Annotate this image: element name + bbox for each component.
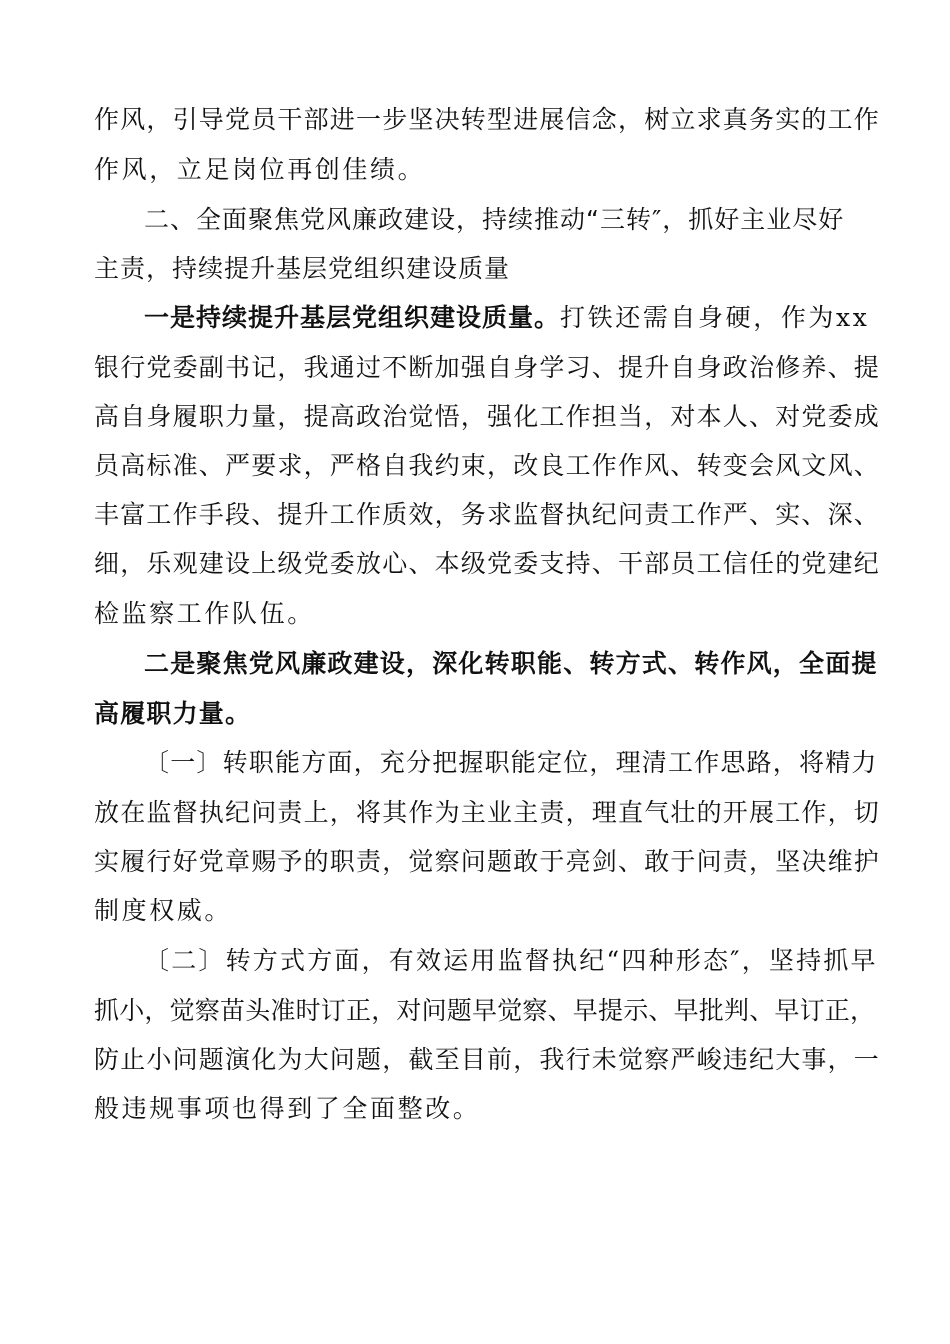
bold-paragraph-line: 二是聚焦党风廉政建设，深化转职能、转方式、转作风，全面提 [144, 649, 878, 678]
paragraph-line: 制度权威。 [94, 896, 233, 925]
paragraph-line: 抓小，觉察苗头准时订正，对问题早觉察、早提示、早批判、早订正， [94, 996, 876, 1025]
paragraph-line: 〔二〕转方式方面，有效运用监督执纪“四种形态″，坚持抓早 [144, 946, 878, 975]
bold-lead-in: 一是持续提升基层党组织建设质量。 [144, 303, 561, 332]
paragraph-line: 银行党委副书记，我通过不断加强自身学习、提升自身政治修养、提 [94, 353, 881, 382]
paragraph-line: 细，乐观建设上级党委放心、本级党委支持、干部员工信任的党建纪 [94, 549, 881, 578]
paragraph-line [144, 300, 869, 336]
section-heading: 主责，持续提升基层党组织建设质量 [94, 254, 511, 283]
paragraph-line: 作风，引导党员干部进一步坚决转型进展信念，树立求真务实的工作 [94, 105, 881, 134]
section-heading: 二、全面聚焦党风廉政建设，持续推动“三转″，抓好主业尽好 [144, 205, 845, 234]
paragraph-line: 防止小问题演化为大问题，截至目前，我行未觉察严峻违纪大事，一 [94, 1045, 881, 1074]
bold-paragraph-line: 高履职力量。 [94, 699, 252, 728]
paragraph-line: 〔一〕转职能方面，充分把握职能定位，理清工作思路，将精力 [144, 748, 878, 777]
paragraph-text: 打铁还需自身硬，作为xx [560, 303, 870, 332]
paragraph-line: 丰富工作手段、提升工作质效，务求监督执纪问责工作严、实、深、 [94, 500, 881, 529]
paragraph-line: 高自身履职力量，提高政治觉悟，强化工作担当，对本人、对党委成 [94, 402, 881, 431]
paragraph-line: 检监察工作队伍。 [94, 599, 315, 628]
paragraph-line: 放在监督执纪问责上，将其作为主业主责，理直气壮的开展工作，切 [94, 798, 881, 827]
paragraph-line: 员高标准、严要求，严格自我约束，改良工作作风、转变会风文风、 [94, 451, 881, 480]
paragraph-line: 实履行好党章赐予的职责，觉察问题敢于亮剑、敢于问责，坚决维护 [94, 847, 881, 876]
paragraph-line: 作风，立足岗位再创佳绩。 [94, 155, 426, 184]
paragraph-line: 般违规事项也得到了全面整改。 [94, 1094, 481, 1123]
